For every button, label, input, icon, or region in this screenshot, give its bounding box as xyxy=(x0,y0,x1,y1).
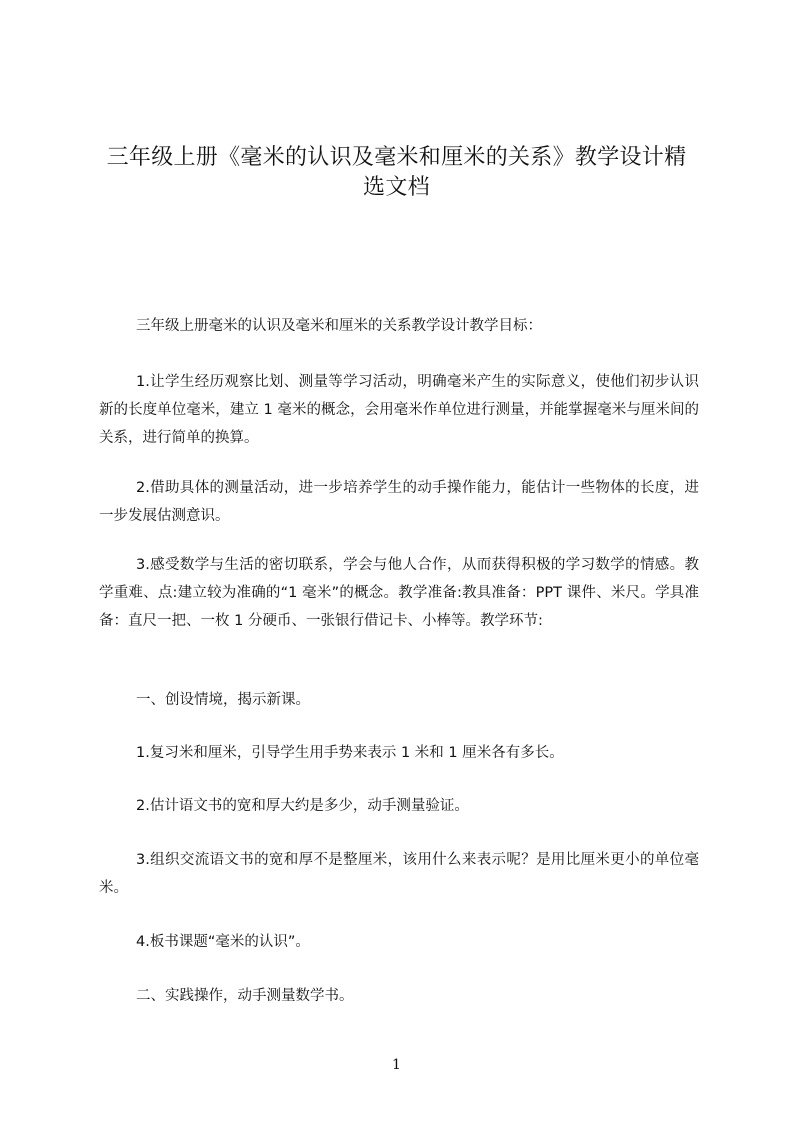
paragraph-step-1: 1.复习米和厘米，引导学生用手势来表示 1 米和 1 厘米各有多长。 xyxy=(136,745,564,761)
paragraph-step-4: 4.板书课题“毫米的认识”。 xyxy=(136,934,310,950)
document-title: 三年级上册《毫米的认识及毫米和厘米的关系》教学设计精选文档 xyxy=(106,145,687,200)
paragraph-step-2: 2.估计语文书的宽和厚大约是多少，动手测量验证。 xyxy=(136,798,469,814)
paragraph-objectives-intro: 三年级上册毫米的认识及毫米和厘米的关系教学设计教学目标： xyxy=(136,318,542,334)
paragraph-objective-2: 2.借助具体的测量活动，进一步培养学生的动手操作能力，能估计一些物体的长度，进一步发展估测意识。 xyxy=(99,480,699,524)
paragraph-section-2-heading: 二、实践操作，动手测量数学书。 xyxy=(136,988,354,1004)
page-number: 1 xyxy=(392,1057,401,1073)
paragraph-step-3: 3.组织交流语文书的宽和厚不是整厘米，该用什么来表示呢？是用比厘米更小的单位毫米。 xyxy=(99,852,699,896)
paragraph-objective-3: 3.感受数学与生活的密切联系，学会与他人合作，从而获得积极的学习数学的情感。教学重难、点:建立较为准确的“1 毫米”的概念。教学准备:教具准备：PPT 课件、米尺。学具准备：直尺一把、一枚 1 分硬币、一张银行借记卡、小棒等。教学环节: xyxy=(99,557,699,629)
paragraph-section-1-heading: 一、创设情境，揭示新课。 xyxy=(136,692,310,708)
paragraph-objective-1: 1.让学生经历观察比划、测量等学习活动，明确毫米产生的实际意义，使他们初步认识新的长度单位毫米，建立 1 毫米的概念，会用毫米作单位进行测量，并能掌握毫米与厘米间的关系，进行简单的换算。 xyxy=(99,374,699,446)
